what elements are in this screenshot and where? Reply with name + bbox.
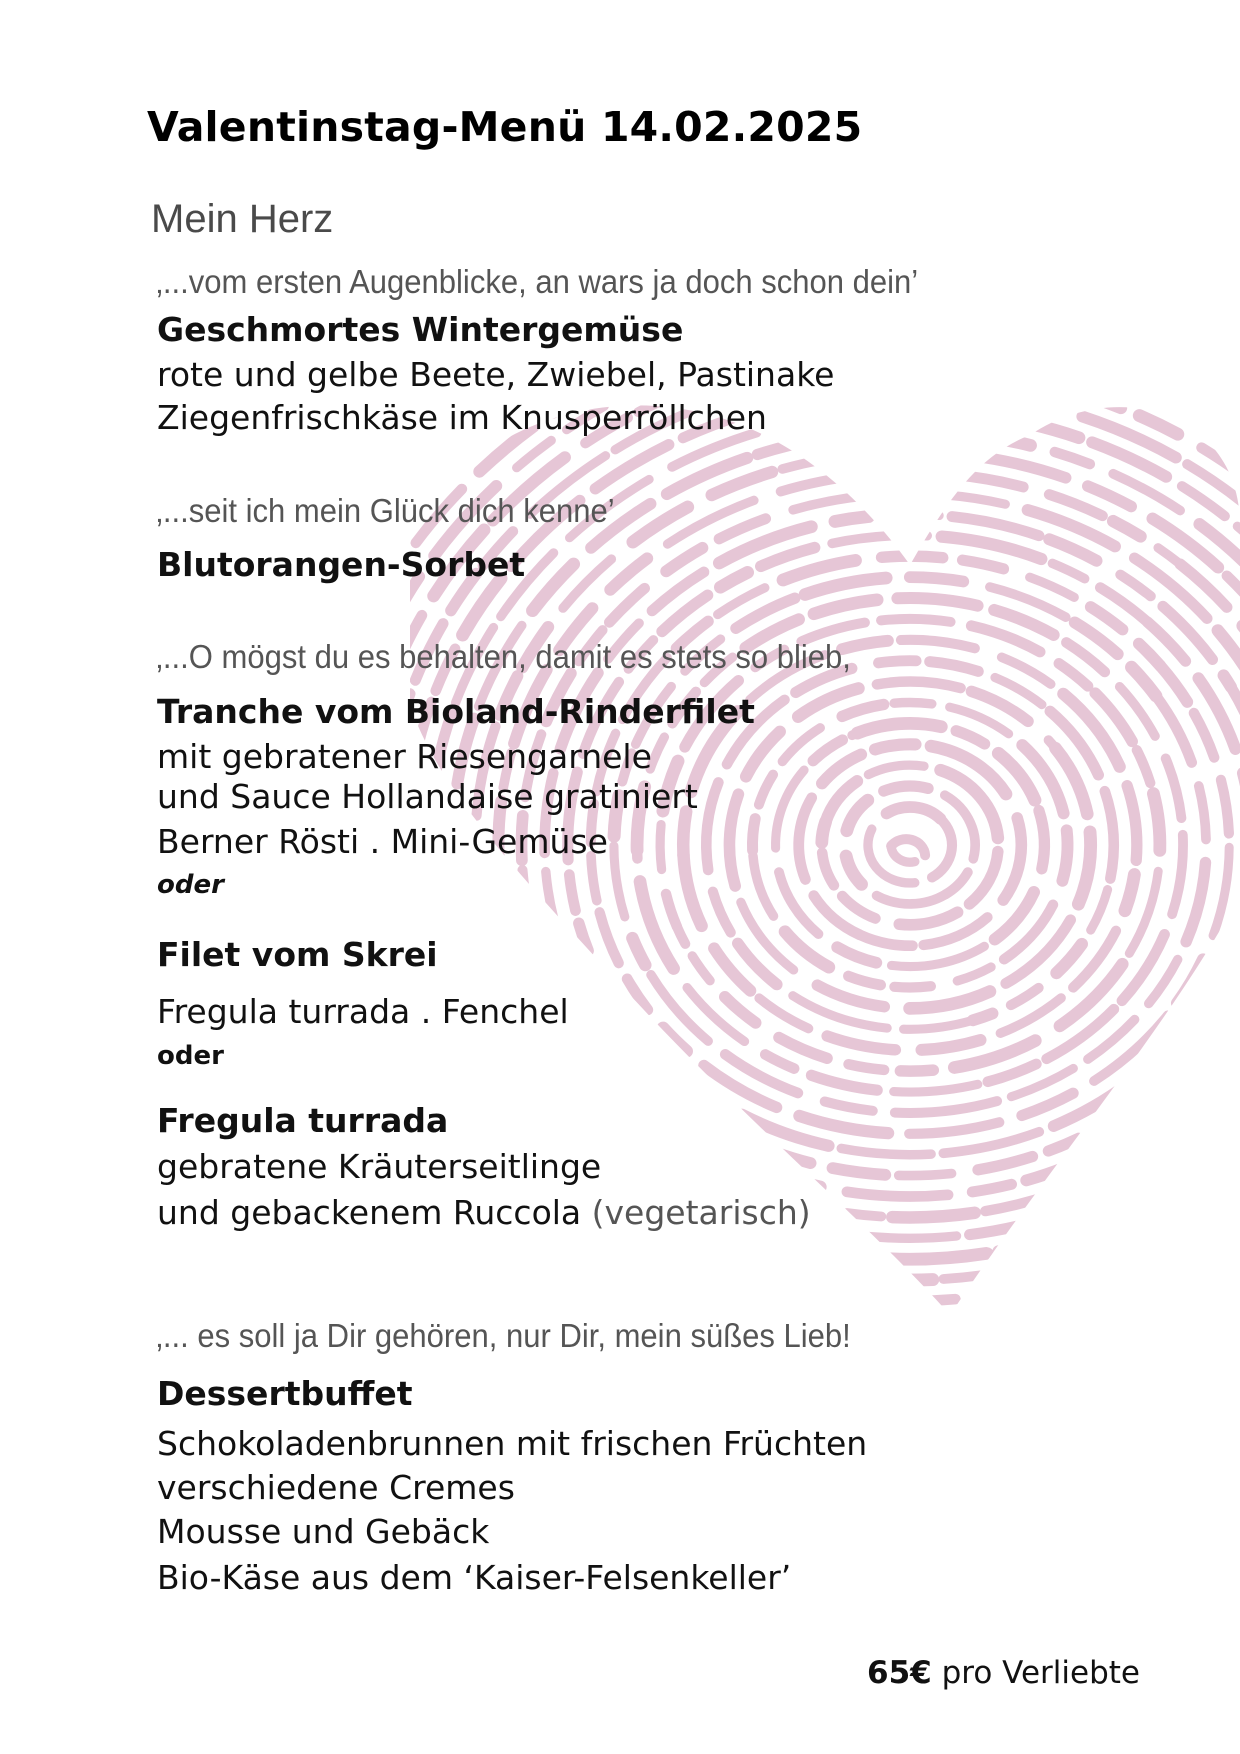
dish-4-line-1: Fregula turrada . Fenchel (157, 992, 569, 1031)
or-label-2: oder (157, 1041, 224, 1071)
dish-title-6: Dessertbuffet (157, 1374, 413, 1413)
course-quote-1: ‚...vom ersten Augenblicke, an wars ja doch schon dein’ (156, 263, 919, 300)
course-quote-2: ‚...seit ich mein Glück dich kenne’ (156, 492, 615, 529)
price-amount: 65€ (867, 1655, 932, 1691)
dish-5-line-1: gebratene Kräuterseitlinge (157, 1147, 602, 1186)
dish-title-2: Blutorangen-Sorbet (157, 545, 526, 584)
menu-title: Valentinstag-Menü 14.02.2025 (147, 103, 863, 151)
course-quote-4: ‚... es soll ja Dir gehören, nur Dir, mein süßes Lieb! (156, 1317, 851, 1354)
dish-1-line-2: Ziegenfrischkäse im Knusperröllchen (157, 398, 767, 437)
dish-6-line-1: Schokoladenbrunnen mit frischen Früchten (157, 1424, 868, 1463)
course-quote-3: ‚...O mögst du es behalten, damit es stets so blieb, (156, 638, 851, 675)
dish-title-3: Tranche vom Bioland-Rinderfilet (157, 692, 755, 731)
dish-3-line-3: Berner Rösti . Mini-Gemüse (157, 822, 608, 861)
dish-title-1: Geschmortes Wintergemüse (157, 310, 684, 349)
dish-6-line-3: Mousse und Gebäck (157, 1512, 490, 1551)
dish-5-line-2 (157, 1193, 811, 1232)
dish-6-line-4: Bio-Käse aus dem ‘Kaiser-Felsenkeller’ (157, 1558, 792, 1597)
price-suffix: pro Verliebte (931, 1655, 1140, 1691)
dish-6-line-2: verschiedene Cremes (157, 1468, 515, 1507)
price-label (867, 1655, 1140, 1691)
dish-3-line-1: mit gebratener Riesengarnele (157, 737, 652, 776)
dish-3-line-2: und Sauce Hollandaise gratiniert (157, 777, 698, 816)
dish-5-line-2-text: und gebackenem Ruccola (157, 1193, 582, 1232)
or-label-1: oder (157, 870, 224, 900)
dish-1-line-1: rote und gelbe Beete, Zwiebel, Pastinake (157, 355, 835, 394)
vegetarian-note: (vegetarisch) (591, 1193, 811, 1232)
dish-title-5: Fregula turrada (157, 1101, 449, 1140)
dish-title-4: Filet vom Skrei (157, 935, 438, 974)
menu-subtitle: Mein Herz (151, 197, 334, 241)
